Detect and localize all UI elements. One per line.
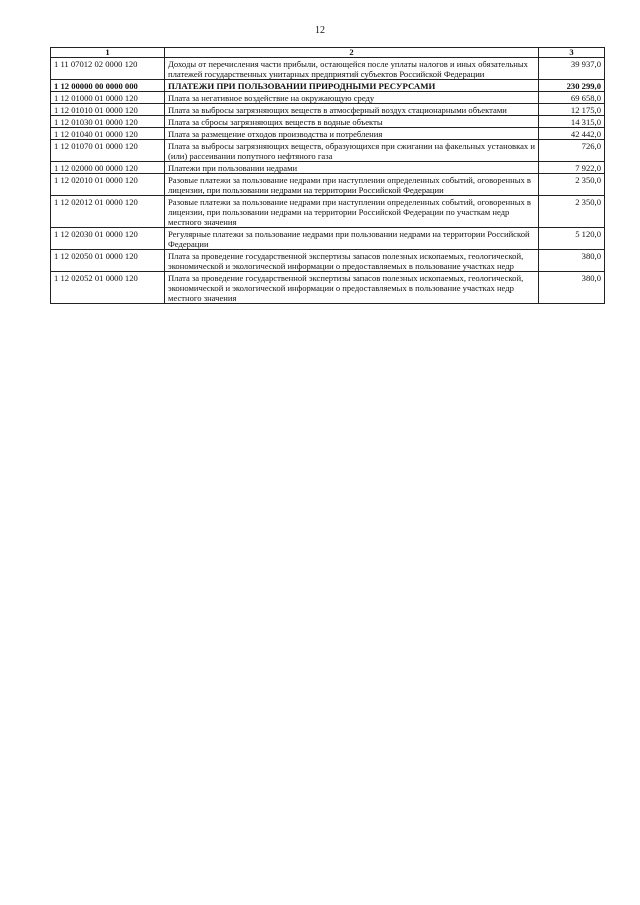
table-row bbox=[51, 174, 605, 196]
table-row bbox=[51, 58, 605, 80]
row-amount: 69 658,0 bbox=[539, 92, 605, 104]
row-amount: 42 442,0 bbox=[539, 128, 605, 140]
row-code: 1 12 00000 00 0000 000 bbox=[51, 80, 165, 92]
row-amount: 12 175,0 bbox=[539, 104, 605, 116]
table-row bbox=[51, 128, 605, 140]
table-row bbox=[51, 80, 605, 92]
row-amount: 380,0 bbox=[539, 272, 605, 304]
table-row bbox=[51, 272, 605, 304]
page-number: 12 bbox=[315, 25, 325, 36]
revenue-table bbox=[50, 47, 605, 304]
row-code: 1 12 02050 01 0000 120 bbox=[51, 250, 165, 272]
row-amount: 2 350,0 bbox=[539, 196, 605, 228]
row-code: 1 12 02010 01 0000 120 bbox=[51, 174, 165, 196]
row-code: 1 12 01070 01 0000 120 bbox=[51, 140, 165, 162]
row-amount: 726,0 bbox=[539, 140, 605, 162]
row-name: Плата за проведение государственной экспертизы запасов полезных ископаемых, геологической, экономической и экологической информации о предоставляемых в пользование участках недр местного значения bbox=[165, 272, 539, 304]
row-name: Плата за негативное воздействие на окружающую среду bbox=[165, 92, 539, 104]
row-name: Доходы от перечисления части прибыли, остающейся после уплаты налогов и иных обязательных платежей государственных унитарных предприятий субъектов Российской Федерации bbox=[165, 58, 539, 80]
row-code: 1 12 01010 01 0000 120 bbox=[51, 104, 165, 116]
row-code: 1 12 02030 01 0000 120 bbox=[51, 228, 165, 250]
row-amount: 380,0 bbox=[539, 250, 605, 272]
row-name: ПЛАТЕЖИ ПРИ ПОЛЬЗОВАНИИ ПРИРОДНЫМИ РЕСУРСАМИ bbox=[165, 80, 539, 92]
table-header bbox=[51, 48, 605, 58]
row-code: 1 12 01040 01 0000 120 bbox=[51, 128, 165, 140]
column-header-amount: 3 bbox=[539, 48, 605, 58]
row-name: Разовые платежи за пользование недрами при наступлении определенных событий, оговоренных в лицензии, при пользовании недрами на территории Российской Федерации bbox=[165, 174, 539, 196]
row-name: Плата за выбросы загрязняющих веществ в атмосферный воздух стационарными объектами bbox=[165, 104, 539, 116]
row-amount: 230 299,0 bbox=[539, 80, 605, 92]
table-row bbox=[51, 228, 605, 250]
table-row bbox=[51, 162, 605, 174]
row-code: 1 12 01030 01 0000 120 bbox=[51, 116, 165, 128]
row-name: Регулярные платежи за пользование недрами при пользовании недрами на территории Российской Федерации bbox=[165, 228, 539, 250]
table-body bbox=[51, 58, 605, 304]
row-name: Разовые платежи за пользование недрами при наступлении определенных событий, оговоренных в лицензии, при пользовании недрами на территории Российской Федерации по участкам недр местного значения bbox=[165, 196, 539, 228]
row-code: 1 12 02012 01 0000 120 bbox=[51, 196, 165, 228]
row-code: 1 11 07012 02 0000 120 bbox=[51, 58, 165, 80]
table-row bbox=[51, 104, 605, 116]
row-name: Платежи при пользовании недрами bbox=[165, 162, 539, 174]
table-row bbox=[51, 196, 605, 228]
row-amount: 39 937,0 bbox=[539, 58, 605, 80]
header-row bbox=[51, 48, 605, 58]
row-code: 1 12 02000 00 0000 120 bbox=[51, 162, 165, 174]
row-name: Плата за проведение государственной экспертизы запасов полезных ископаемых, геологической, экономической и экологической информации о предоставляемых в пользование участках недр bbox=[165, 250, 539, 272]
row-amount: 2 350,0 bbox=[539, 174, 605, 196]
row-name: Плата за размещение отходов производства и потребления bbox=[165, 128, 539, 140]
table-row bbox=[51, 116, 605, 128]
row-amount: 5 120,0 bbox=[539, 228, 605, 250]
row-name: Плата за сбросы загрязняющих веществ в водные объекты bbox=[165, 116, 539, 128]
row-code: 1 12 01000 01 0000 120 bbox=[51, 92, 165, 104]
row-name: Плата за выбросы загрязняющих веществ, образующихся при сжигании на факельных установках и (или) рассеивании попутного нефтяного газа bbox=[165, 140, 539, 162]
row-amount: 7 922,0 bbox=[539, 162, 605, 174]
table-row bbox=[51, 140, 605, 162]
table-row bbox=[51, 250, 605, 272]
column-header-name: 2 bbox=[165, 48, 539, 58]
row-code: 1 12 02052 01 0000 120 bbox=[51, 272, 165, 304]
table-row bbox=[51, 92, 605, 104]
column-header-code: 1 bbox=[51, 48, 165, 58]
row-amount: 14 315,0 bbox=[539, 116, 605, 128]
